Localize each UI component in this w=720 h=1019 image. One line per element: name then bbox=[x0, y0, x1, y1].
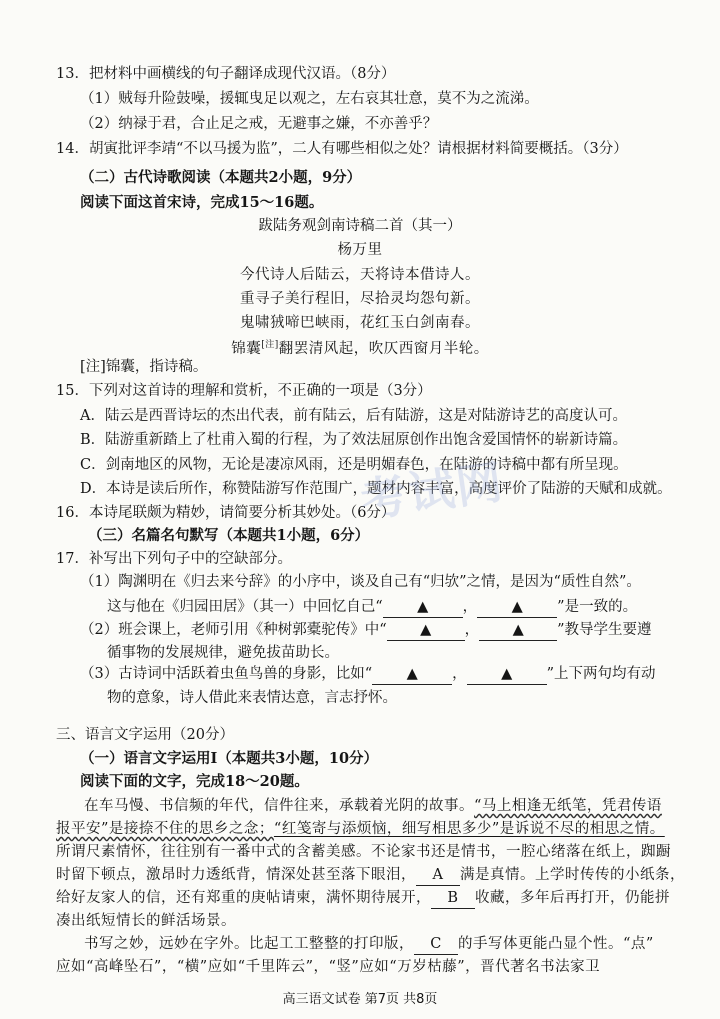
passage-wavy-quote-1b: 报平安”是接捺不住的思乡之念； bbox=[56, 821, 274, 837]
q17-part-2-line-1 bbox=[80, 620, 652, 641]
passage-underlined-quote-2: “红笺寄与添烦恼，细写相思多少”是诉说不尽的相思之情。 bbox=[273, 821, 665, 837]
passage-line-4-post: 满是真情。上学时传传的小纸条， bbox=[460, 867, 685, 883]
poem-line-4-end: 翻罢清风起，吹仄西窗月半轮。 bbox=[278, 340, 489, 357]
q13-sentence-1: （1）贼每升险鼓噪，援辄曳足以观之，左右哀其壮意，莫不为之流涕。 bbox=[80, 91, 539, 107]
watermark: 考试网 bbox=[357, 454, 508, 528]
q17-part-1-line-1: （1）陶渊明在《归去来兮辞》的小序中，谈及自己有“归欤”之情，是因为“质性自然”。 bbox=[80, 574, 641, 590]
poetry-instruction: 阅读下面这首宋诗，完成15～16题。 bbox=[80, 194, 324, 211]
q17-p1-sep: ， bbox=[462, 599, 478, 615]
section-3-sub-header: （一）语言文字运用Ⅰ（本题共3小题，10分） bbox=[80, 750, 379, 767]
q16-stem: 16．本诗尾联颇为精妙，请简要分析其妙处。（6分） bbox=[56, 505, 396, 521]
passage-line-4 bbox=[56, 865, 685, 886]
q17-part-3-line-2: 物的意象，诗人借此来表情达意，言志抒怀。 bbox=[107, 690, 397, 706]
passage-line-7 bbox=[84, 934, 654, 955]
q17-p3-blank-1[interactable]: ▲ bbox=[372, 664, 452, 685]
passage-line-7-pre: 书写之妙，远妙在字外。比起工工整整的打印版， bbox=[84, 936, 414, 952]
q17-part-2-line-2: 循事物的发展规律，避免拔苗助长。 bbox=[107, 645, 339, 661]
q17-stem: 17．补写出下列句子中的空缺部分。 bbox=[56, 551, 292, 567]
poem-line-4-start: 锦囊 bbox=[231, 340, 262, 357]
q17-part-3-line-1 bbox=[80, 664, 656, 685]
passage-line-3: 所谓尺素情怀，往往别有一番中式的含蓄美感。不论家书还是情书，一腔心绪落在纸上，踟蹰 bbox=[56, 844, 671, 860]
poem-line-4 bbox=[0, 335, 720, 359]
q15-option-b: B．陆游重新踏上了杜甫入蜀的行程，为了效法屈原创作出饱含爱国情怀的崭新诗篇。 bbox=[80, 432, 628, 448]
passage-blank-b[interactable]: B bbox=[431, 888, 475, 909]
q13-sentence-2: （2）纳禄于君，合止足之戒，无避事之嫌，不亦善乎？ bbox=[80, 116, 438, 132]
passage-line-4-pre: 时留下顿点，激昂时力透纸背，情深处甚至落下眼泪， bbox=[56, 867, 416, 883]
passage-line-1-a: 在车马慢、书信频的年代，信件往来，承载着光阴的故事。 bbox=[84, 798, 474, 814]
q17-p2-text-pre: （2）班会课上，老师引用《种树郭橐驼传》中“ bbox=[80, 622, 387, 638]
q17-p3-blank-2[interactable]: ▲ bbox=[467, 664, 547, 685]
section-3-instruction: 阅读下面的文字，完成18～20题。 bbox=[80, 773, 309, 790]
q17-p1-blank-1[interactable]: ▲ bbox=[383, 597, 463, 618]
q17-p1-text-pre: 这与他在《归园田居》（其一）中回忆自己“ bbox=[107, 599, 383, 615]
q15-option-a: A．陆云是西晋诗坛的杰出代表，前有陆云，后有陆游，这是对陆游诗艺的高度认可。 bbox=[80, 408, 627, 424]
passage-line-6: 凑出纸短情长的鲜活场景。 bbox=[56, 913, 236, 929]
section-3-header: 三、语言文字运用（20分） bbox=[56, 727, 234, 743]
q15-stem: 15．下列对这首诗的理解和赏析，不正确的一项是（3分） bbox=[56, 383, 432, 399]
passage-line-7-post: 的手写体更能凸显个性。“点” bbox=[458, 936, 654, 952]
q17-p3-sep: ， bbox=[452, 666, 467, 682]
q17-p1-text-post: ”是一致的。 bbox=[557, 599, 638, 615]
q17-part-1-line-2 bbox=[107, 597, 637, 618]
passage-line-2 bbox=[56, 819, 665, 839]
q17-p2-blank-2[interactable]: ▲ bbox=[479, 620, 557, 641]
q13-stem: 13．把材料中画横线的句子翻译成现代汉语。（8分） bbox=[56, 66, 396, 82]
q14-stem: 14．胡寅批评李靖“不以马援为监”，二人有哪些相似之处？请根据材料简要概括。（3分） bbox=[56, 141, 628, 157]
q17-p3-text-pre: （3）古诗词中活跃着虫鱼鸟兽的身影，比如“ bbox=[80, 666, 373, 682]
passage-line-8: 应如“高峰坠石”，“横”应如“千里阵云”，“竖”应如“万岁枯藤”，晋代著名书法家卫 bbox=[56, 959, 601, 975]
poem-line-2: 重寻子美行程旧，尽拾灵均怨句新。 bbox=[240, 291, 480, 307]
q17-p1-blank-2[interactable]: ▲ bbox=[477, 597, 557, 618]
poem-title: 跋陆务观剑南诗稿二首（其一） bbox=[258, 218, 462, 234]
q17-p2-sep: ， bbox=[464, 622, 480, 638]
poem-line-1: 今代诗人后陆云，天将诗本借诗人。 bbox=[240, 267, 480, 283]
dictation-header: （三）名篇名句默写（本题共1小题，6分） bbox=[88, 527, 370, 544]
q17-p2-text-post: ”教导学生要遵 bbox=[557, 622, 652, 638]
passage-line-5-post: 收藏，多年后再打开，仍能拼 bbox=[475, 890, 670, 906]
q15-option-c: C．剑南地区的风物，无论是凄凉风雨，还是明媚春色，在陆游的诗稿中都有所呈现。 bbox=[80, 457, 628, 473]
page-footer: 高三语文试卷 第7页 共8页 bbox=[282, 992, 438, 1007]
passage-blank-a[interactable]: A bbox=[416, 865, 460, 886]
q17-p2-blank-1[interactable]: ▲ bbox=[387, 620, 465, 641]
poem-line-3: 鬼啸狨啼巴峡雨，花红玉白剑南春。 bbox=[240, 315, 480, 331]
q17-p3-text-post: ”上下两句均有动 bbox=[546, 666, 656, 682]
passage-line-5-pre: 给好友家人的信，还有郑重的庚帖请柬，满怀期待展开， bbox=[56, 890, 431, 906]
poem-note-marker: [注] bbox=[261, 340, 279, 350]
passage-line-1 bbox=[84, 796, 662, 816]
passage-wavy-quote-1a: “马上相逢无纸笔，凭君传语 bbox=[474, 798, 662, 814]
poem-author: 杨万里 bbox=[337, 242, 383, 258]
poetry-section-header: （二）古代诗歌阅读（本题共2小题，9分） bbox=[80, 169, 362, 186]
q15-option-d: D．本诗是读后所作，称赞陆游写作范围广，题材内容丰富，高度评价了陆游的天赋和成就。 bbox=[80, 481, 672, 497]
poem-note: [注]锦囊，指诗稿。 bbox=[80, 359, 208, 375]
passage-line-5 bbox=[56, 888, 670, 909]
passage-blank-c[interactable]: C bbox=[414, 934, 458, 955]
